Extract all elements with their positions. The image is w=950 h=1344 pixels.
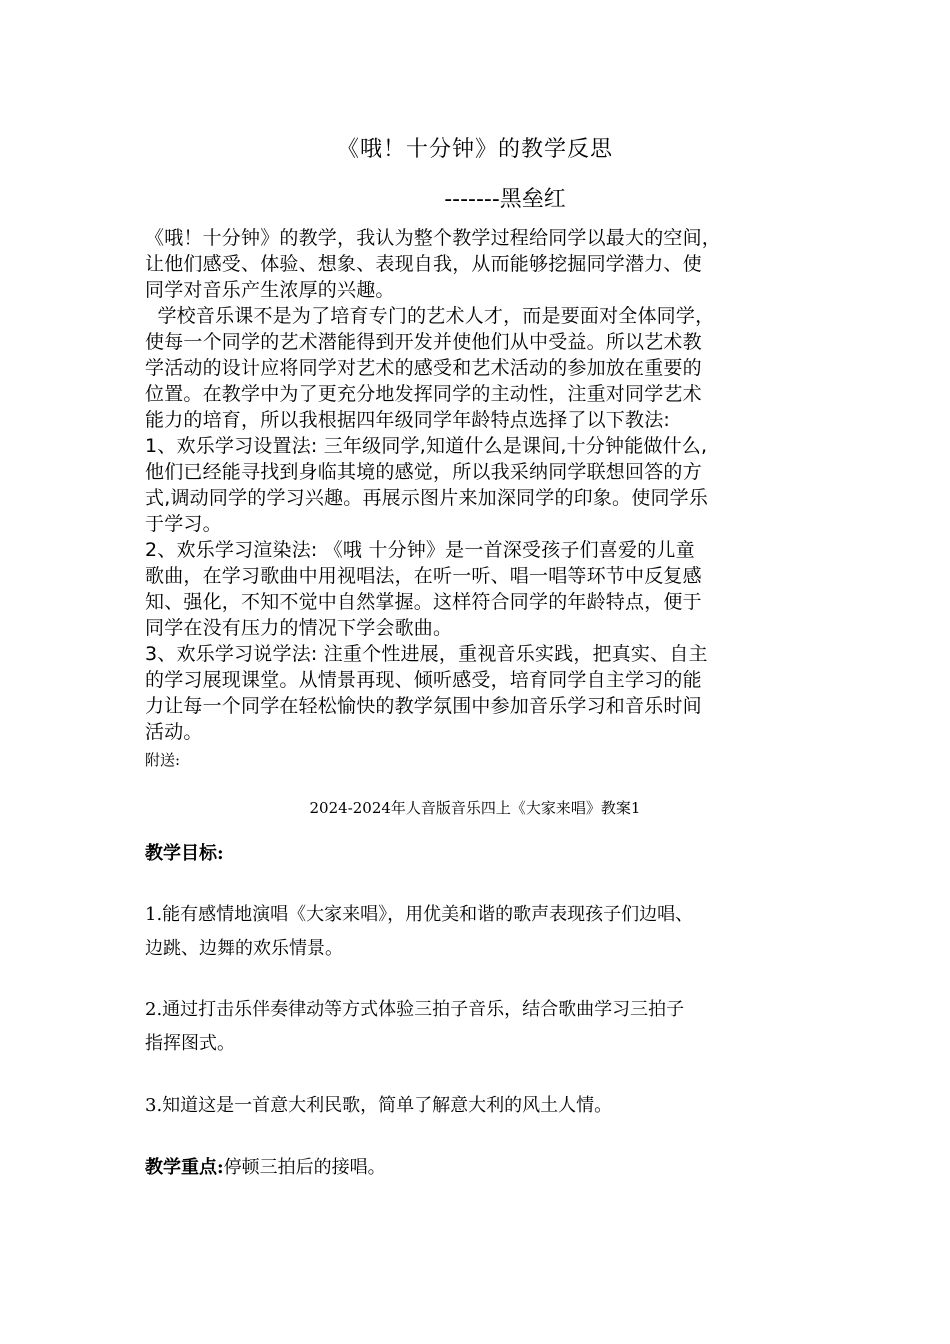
reflection-line: 使每一个同学的艺术潜能得到开发并使他们从中受益。所以艺术教 bbox=[145, 331, 702, 353]
reflection-title: 《哦！十分钟》的教学反思 bbox=[336, 137, 613, 162]
reflection-line: 的学习展现课堂。从情景再现、倾听感受，培育同学自主学习的能 bbox=[145, 669, 702, 691]
reflection-line: 式,调动同学的学习兴趣。再展示图片来加深同学的印象。使同学乐 bbox=[145, 487, 709, 509]
reflection-line: 学活动的设计应将同学对艺术的感受和艺术活动的参加放在重要的 bbox=[145, 357, 702, 379]
reflection-line: 2、欢乐学习渲染法: 《哦 十分钟》是一首深受孩子们喜爱的儿童 bbox=[145, 539, 695, 561]
reflection-line: 活动。 bbox=[145, 721, 203, 743]
reflection-line: 于学习。 bbox=[145, 513, 222, 535]
reflection-line: 同学对音乐产生浓厚的兴趣。 bbox=[145, 279, 395, 301]
lesson-title: 2024-2024年人音版音乐四上《大家来唱》教案1 bbox=[309, 799, 641, 817]
reflection-author: -------黑垒红 bbox=[444, 187, 566, 212]
reflection-line: 知、强化，不知不觉中自然掌握。这样符合同学的年龄特点，便于 bbox=[145, 591, 702, 613]
reflection-line: 能力的培育，所以我根据四年级同学年龄特点选择了以下教法: bbox=[145, 409, 671, 431]
objective-2-line-1: 2.通过打击乐伴奏律动等方式体验三拍子音乐，结合歌曲学习三拍子 bbox=[145, 999, 685, 1020]
key-point-text: 停顿三拍后的接唱。 bbox=[223, 1157, 386, 1178]
reflection-line: 同学在没有压力的情况下学会歌曲。 bbox=[145, 617, 453, 639]
objective-3: 3.知道这是一首意大利民歌，简单了解意大利的风土人情。 bbox=[145, 1095, 613, 1116]
key-point bbox=[145, 1156, 386, 1180]
reflection-line: 1、欢乐学习设置法: 三年级同学,知道什么是课间,十分钟能做什么, bbox=[145, 435, 708, 457]
reflection-line: 位置。在教学中为了更充分地发挥同学的主动性，注重对同学艺术 bbox=[145, 383, 702, 405]
reflection-line: 他们已经能寻找到身临其境的感觉，所以我采纳同学联想回答的方 bbox=[145, 461, 702, 483]
attachment-label: 附送: bbox=[145, 751, 181, 769]
key-point-heading: 教学重点: bbox=[145, 1157, 224, 1178]
objectives-heading: 教学目标: bbox=[145, 843, 224, 864]
reflection-line: 《哦！十分钟》的教学，我认为整个教学过程给同学以最大的空间， bbox=[145, 227, 722, 249]
reflection-line: 学校音乐课不是为了培育专门的艺术人才，而是要面对全体同学， bbox=[145, 305, 715, 327]
reflection-line: 力让每一个同学在轻松愉快的教学氛围中参加音乐学习和音乐时间 bbox=[145, 695, 702, 717]
reflection-line: 歌曲，在学习歌曲中用视唱法，在听一听、唱一唱等环节中反复感 bbox=[145, 565, 702, 587]
objective-1-line-1: 1.能有感情地演唱《大家来唱》，用优美和谐的歌声表现孩子们边唱、 bbox=[145, 904, 694, 925]
reflection-line: 让他们感受、体验、想象、表现自我，从而能够挖掘同学潜力、使 bbox=[145, 253, 702, 275]
objective-2-line-2: 指挥图式。 bbox=[145, 1033, 235, 1054]
reflection-line: 3、欢乐学习说学法: 注重个性进展，重视音乐实践，把真实、自主 bbox=[145, 643, 708, 665]
objective-1-line-2: 边跳、边舞的欢乐情景。 bbox=[145, 938, 343, 959]
